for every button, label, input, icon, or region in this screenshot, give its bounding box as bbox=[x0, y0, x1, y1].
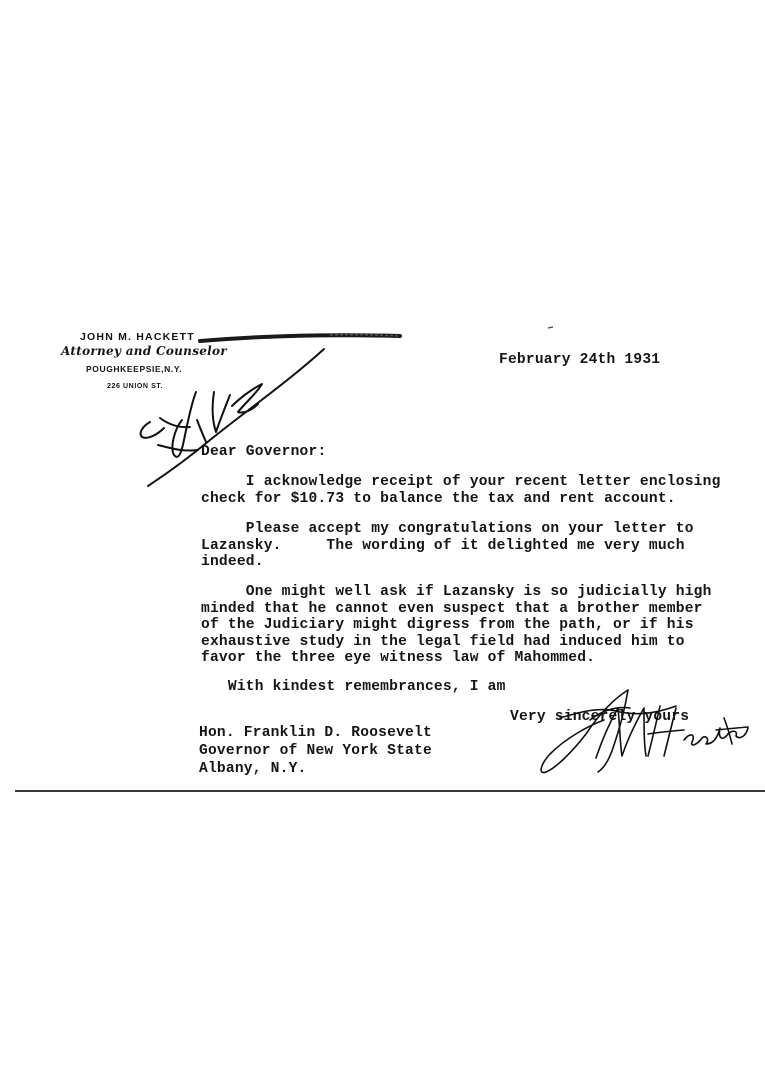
letterhead-rule bbox=[200, 335, 400, 341]
body-paragraph-2: Please accept my congratulations on your letter to Lazansky. The wording of it delighted me very much indeed. bbox=[201, 521, 694, 571]
body-paragraph-1: I acknowledge receipt of your recent letter enclosing check for $10.73 to balance the tax and rent account. bbox=[201, 474, 721, 507]
body-paragraph-3: One might well ask if Lazansky is so judicially high minded that he cannot even suspect that a brother member of the Judiciary might digress from the path, or if his exhaustive study in the legal field had induced him to favor the three eye witness law of Mahommed. bbox=[201, 584, 712, 667]
scan-edge-line bbox=[15, 790, 765, 792]
letterhead-title: Attorney and Counselor bbox=[61, 344, 227, 358]
letter-date: February 24th 1931 bbox=[499, 352, 661, 368]
letterhead-city: POUGHKEEPSIE,N.Y. bbox=[86, 364, 183, 374]
recipient-line-1: Hon. Franklin D. Roosevelt bbox=[199, 725, 432, 741]
body-paragraph-4: With kindest remembrances, I am bbox=[201, 679, 506, 695]
salutation: Dear Governor: bbox=[201, 444, 327, 460]
signature bbox=[541, 690, 748, 773]
recipient-line-3: Albany, N.Y. bbox=[199, 761, 307, 777]
letterhead-name: JOHN M. HACKETT bbox=[80, 331, 195, 343]
letterhead-street: 226 UNION ST. bbox=[107, 383, 164, 390]
closing: Very sincerely yours bbox=[510, 709, 690, 725]
recipient-line-2: Governor of New York State bbox=[199, 743, 432, 759]
